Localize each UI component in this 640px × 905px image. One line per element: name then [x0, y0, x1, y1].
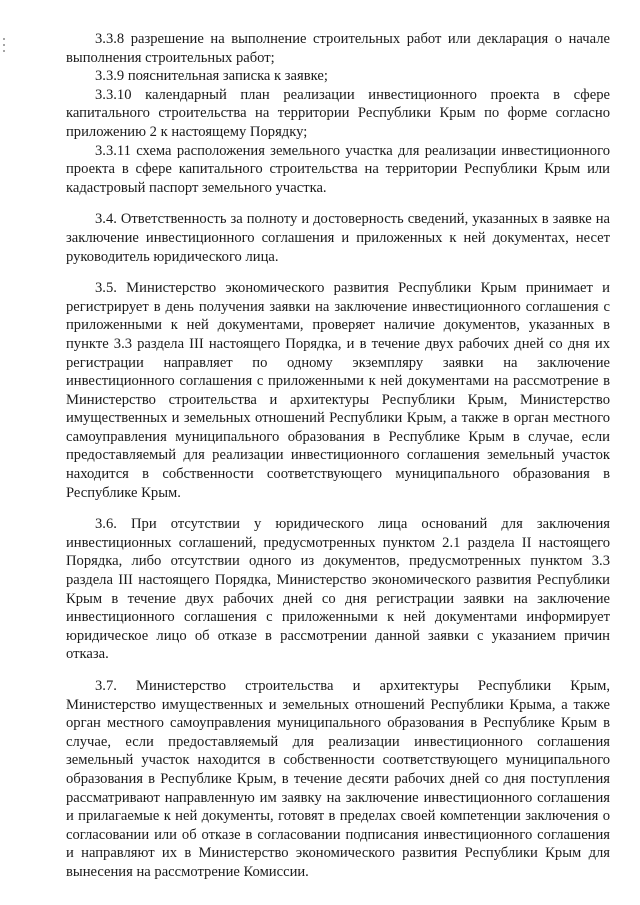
paragraph-3-3-11: 3.3.11 схема расположения земельного участка для реализации инвестиционного проекта в сфере капитального строительства на территории Республики Крым или кадастровый паспорт земельного участка.	[66, 142, 610, 196]
paragraph-gap	[66, 197, 610, 210]
paragraph-gap	[66, 502, 610, 515]
binding-mark	[3, 44, 5, 46]
paragraph-3-7: 3.7. Министерство строительства и архитектуры Республики Крым, Министерство имущественных и земельных отношений Республики Крыма, а также орган местного самоуправления муниципального образования в Республике Крым в случае, если предоставляемый для реализации инвестиционного соглашения земельный участок находится в собственности соответствующего муниципального образования в Республике Крым, в течение десяти рабочих дней со дня поступления рассматривают направленную им заявку на заключение инвестиционного соглашения и прилагаемые к ней документы, готовят в пределах своей компетенции заключения о согласовании или об отказе в согласовании подписания инвестиционного соглашения и направляют их в Министерство экономического развития Республики Крым для вынесения на рассмотрение Комиссии.	[66, 678, 610, 880]
paragraph-3-3-8: 3.3.8 разрешение на выполнение строительных работ или декларация о начале выполнения строительных работ;	[66, 31, 610, 66]
paragraph-3-3-9: 3.3.9 пояснительная записка к заявке;	[95, 68, 328, 85]
paragraph-gap	[66, 266, 610, 279]
paragraph-3-4: 3.4. Ответственность за полноту и достоверность сведений, указанных в заявке на заключение инвестиционного соглашения и приложенных к ней документах, несет руководитель юридического лица.	[66, 211, 610, 265]
paragraph-3-3-10: 3.3.10 календарный план реализации инвестиционного проекта в сфере капитального строительства на территории Республики Крым по форме согласно приложению 2 к настоящему Порядку;	[66, 86, 610, 140]
paragraph-gap	[66, 664, 610, 677]
paragraph-3-5: 3.5. Министерство экономического развития Республики Крым принимает и регистрирует в день получения заявки на заключение инвестиционного соглашения с приложенными к ней документами, проверяет наличие документов, указанных в пункте 3.3 раздела III настоящего Порядка, и в течение двух рабочих дней со дня их регистрации направляет по одному экземпляру заявки на заключение инвестиционного соглашения с приложенными к ней документами на рассмотрение в Министерство строительства и архитектуры Республики Крым, Министерство имущественных и земельных отношений Республики Крым, а также в орган местного самоуправления муниципального образования в Республике Крым в случае, если предоставляемый для реализации инвестиционного соглашения земельный участок находится в собственности соответствующего муниципального образования в Республике Крым.	[66, 280, 610, 501]
binding-mark	[3, 50, 5, 52]
binding-mark	[3, 38, 5, 40]
document-body	[66, 30, 610, 882]
paragraph-3-6: 3.6. При отсутствии у юридического лица оснований для заключения инвестиционных соглашений, предусмотренных пунктом 2.1 раздела II настоящего Порядка, либо отсутствии одного из документов, предусмотренных пунктом 3.3 раздела III настоящего Порядка, Министерство экономического развития Республики Крым в течение двух рабочих дней со дня регистрации заявки на заключение инвестиционного соглашения с приложенными к ней документами информирует юридическое лицо об отказе в рассмотрении данной заявки с указанием причин отказа.	[66, 516, 610, 663]
